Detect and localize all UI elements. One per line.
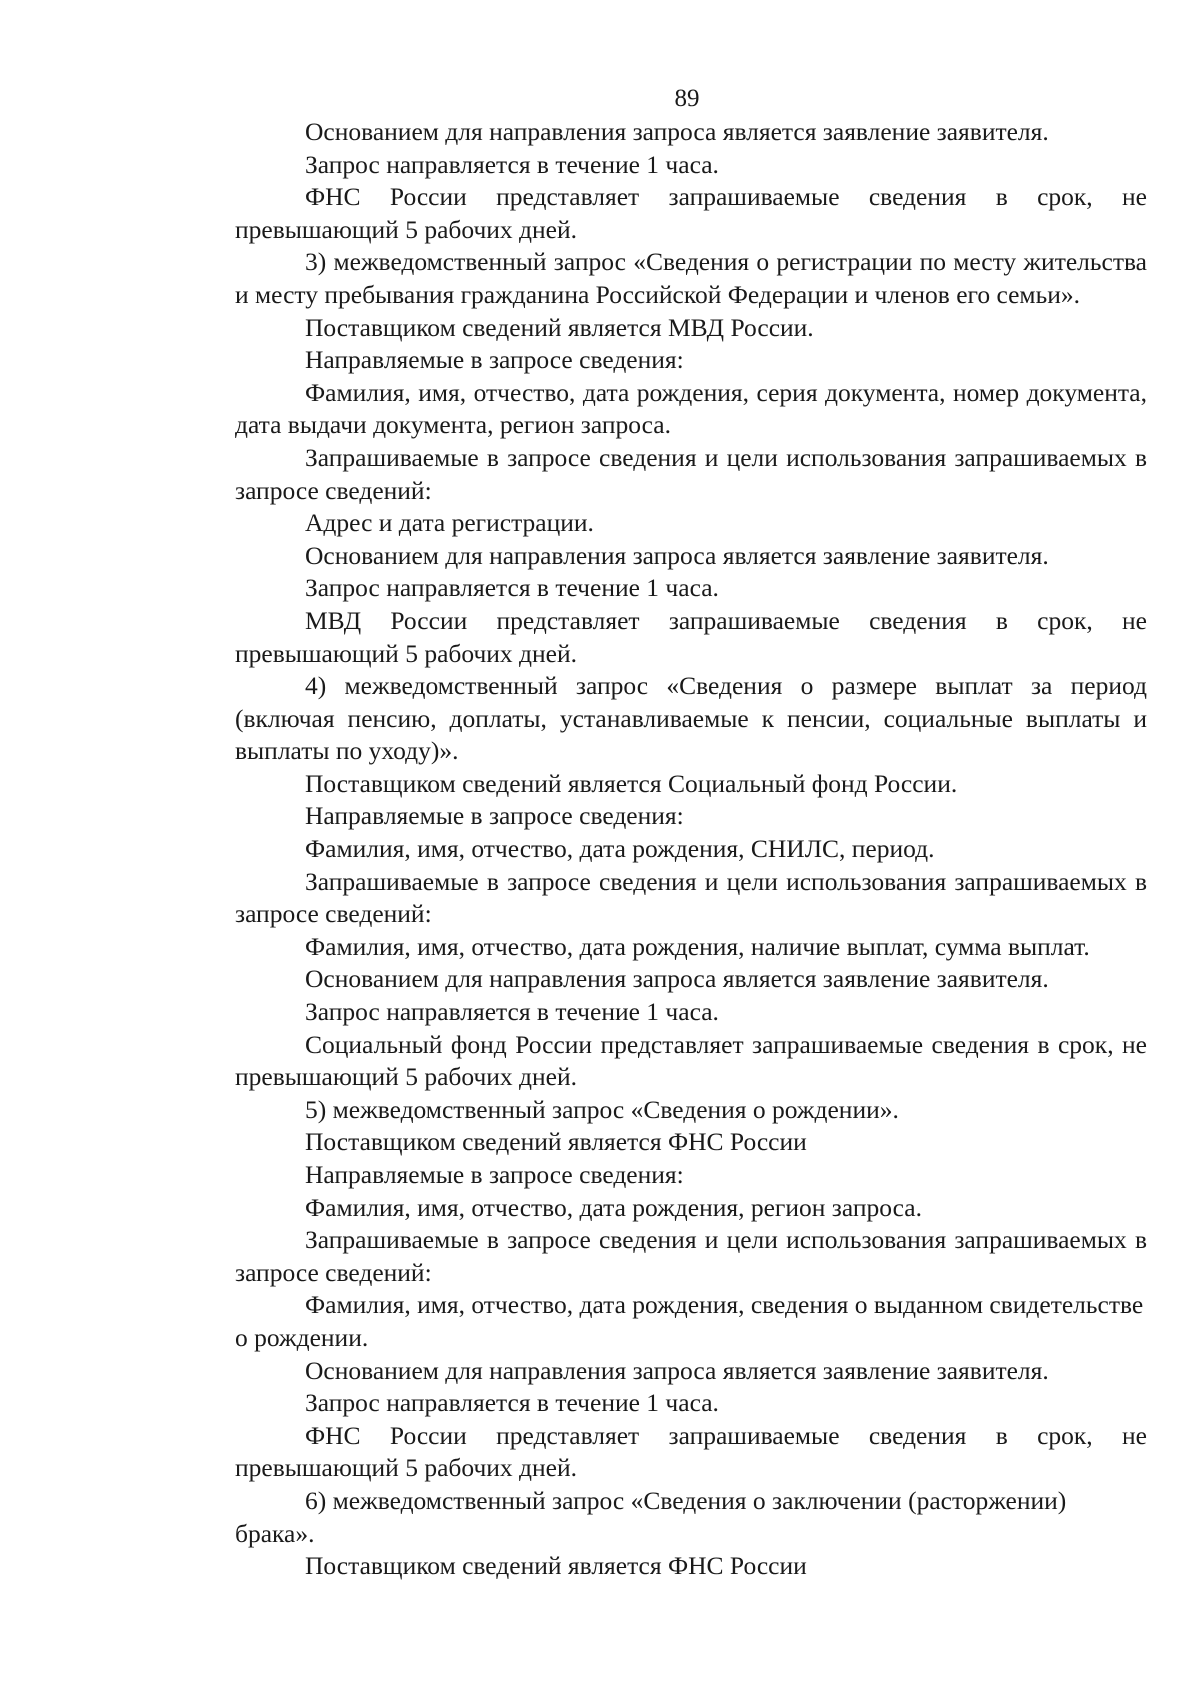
- paragraph: Поставщиком сведений является Социальный фонд России.: [305, 768, 958, 798]
- paragraph: Запрашиваемые в запросе сведения и цели использования запрашиваемых в запросе сведений:: [235, 1225, 1147, 1287]
- paragraph: Запрашиваемые в запросе сведения и цели использования запрашиваемых в запросе сведений:: [235, 442, 1147, 505]
- paragraph: Фамилия, имя, отчество, дата рождения, сведения о выданном свидетельстве о рождении.: [235, 1290, 1144, 1352]
- paragraph: 3) межведомственный запрос «Сведения о регистрации по месту жительства и месту пребывания гражданина Российской Федерации и членов его семьи».: [235, 247, 1147, 309]
- paragraph: 5) межведомственный запрос «Сведения о рождении».: [305, 1094, 899, 1124]
- paragraph: 6) межведомственный запрос «Сведения о заключении (расторжении) брака».: [235, 1485, 1067, 1548]
- document-body: [235, 116, 1147, 1583]
- paragraph: Запрашиваемые в запросе сведения и цели использования запрашиваемых в запросе сведений:: [235, 866, 1147, 929]
- paragraph: Запрос направляется в течение 1 часа.: [305, 997, 719, 1027]
- paragraph: Фамилия, имя, отчество, дата рождения, серия документа, номер документа, дата выдачи документа, регион запроса.: [235, 377, 1147, 440]
- paragraph: Поставщиком сведений является ФНС России: [305, 1127, 807, 1157]
- paragraph: Фамилия, имя, отчество, дата рождения, СНИЛС, период.: [305, 834, 935, 864]
- paragraph: Фамилия, имя, отчество, дата рождения, регион запроса.: [305, 1192, 922, 1222]
- page-number: 89: [674, 85, 700, 112]
- paragraph: Адрес и дата регистрации.: [305, 508, 594, 538]
- paragraph: Основанием для направления запроса является заявление заявителя.: [305, 540, 1049, 570]
- paragraph: МВД России представляет запрашиваемые сведения в срок, не превышающий 5 рабочих дней.: [235, 605, 1147, 668]
- paragraph: Поставщиком сведений является МВД России.: [305, 312, 814, 342]
- paragraph: Направляемые в запросе сведения:: [305, 345, 684, 375]
- paragraph: Запрос направляется в течение 1 часа.: [305, 573, 719, 603]
- paragraph: Фамилия, имя, отчество, дата рождения, наличие выплат, сумма выплат.: [305, 931, 1090, 961]
- paragraph: 4) межведомственный запрос «Сведения о размере выплат за период (включая пенсию, доплаты, устанавливаемые к пенсии, социальные выплаты и выплаты по уходу)».: [235, 671, 1147, 766]
- paragraph: Основанием для направления запроса является заявление заявителя.: [305, 117, 1049, 146]
- paragraph: ФНС России представляет запрашиваемые сведения в срок, не превышающий 5 рабочих дней.: [235, 1420, 1147, 1483]
- paragraph: Основанием для направления запроса является заявление заявителя.: [305, 964, 1049, 994]
- paragraph: ФНС России представляет запрашиваемые сведения в срок, не превышающий 5 рабочих дней.: [235, 182, 1147, 244]
- paragraph: Направляемые в запросе сведения:: [305, 801, 684, 831]
- paragraph: Поставщиком сведений является ФНС России: [305, 1551, 807, 1581]
- paragraph: Основанием для направления запроса является заявление заявителя.: [305, 1355, 1049, 1385]
- paragraph: Запрос направляется в течение 1 часа.: [305, 1388, 719, 1418]
- paragraph: Социальный фонд России представляет запрашиваемые сведения в срок, не превышающий 5 рабочих дней.: [235, 1029, 1147, 1092]
- paragraph: Направляемые в запросе сведения:: [305, 1160, 684, 1189]
- paragraph: Запрос направляется в течение 1 часа.: [305, 149, 719, 179]
